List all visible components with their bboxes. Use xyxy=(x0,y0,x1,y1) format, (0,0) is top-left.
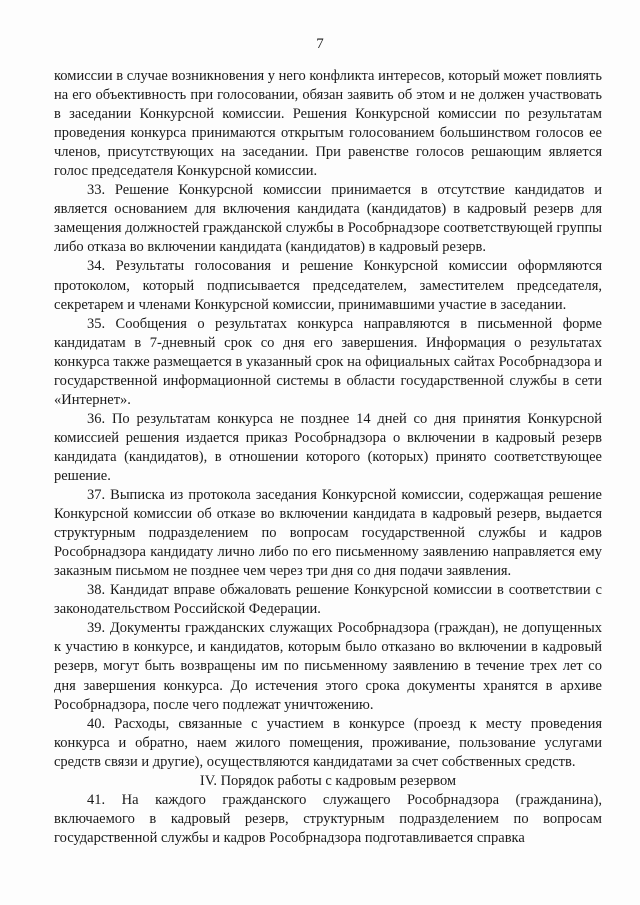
paragraph-40: 40. Расходы, связанные с участием в конкурсе (проезд к месту проведения конкурса и обратно, наем жилого помещения, проживание, пользование услугами средств связи и другие), осуществляются кандидатами за счет собственных средств. xyxy=(54,715,602,770)
paragraph-34: 34. Результаты голосования и решение Конкурсной комиссии оформляются протоколом, который подписывается председателем, заместителем председателя, секретарем и членами Конкурсной комиссии, принимавшими участие в заседании. xyxy=(54,258,602,313)
paragraph-37: 37. Выписка из протокола заседания Конкурсной комиссии, содержащая решение Конкурсной комиссии об отказе во включении кандидата в кадровый резерв, выдается структурным подразделением по вопросам государственной службы и кадров Рособрнадзора кандидату лично либо по его письменному заявлению направляется ему заказным письмом не позднее чем через три дня со дня подачи заявления. xyxy=(54,487,602,580)
paragraph-35: 35. Сообщения о результатах конкурса направляются в письменной форме кандидатам в 7-дневный срок со дня его завершения. Информация о результатах конкурса также размещается в указанный срок на официальных сайтах Рособрнадзора и государственной информационной системы в области государственной службы в сети «Интернет». xyxy=(54,315,602,408)
paragraph-38: 38. Кандидат вправе обжаловать решение Конкурсной комиссии в соответствии с законодательством Российской Федерации. xyxy=(54,582,602,618)
section-heading: IV. Порядок работы с кадровым резервом xyxy=(199,772,457,789)
paragraph-33: 33. Решение Конкурсной комиссии принимается в отсутствие кандидатов и является основанием для включения кандидата (кандидатов) в кадровый резерв для замещения должностей гражданской службы в Рособрнадзоре соответствующей группы либо отказа во включении кандидата (кандидатов) в кадровый резерв. xyxy=(54,182,602,256)
paragraph-36: 36. По результатам конкурса не позднее 14 дней со дня принятия Конкурсной комиссией решения издается приказ Рособрнадзора о включении в кадровый резерв кандидата (кандидатов), в отношении которого (которых) принято соответствующее решение. xyxy=(54,410,602,484)
page-number: 7 xyxy=(316,36,324,52)
paragraph-continuation: комиссии в случае возникновения у него конфликта интересов, который может повлиять на его объективность при голосовании, обязан заявить об этом и не должен участвовать в заседании Конкурсной комиссии. Решения Конкурсной комиссии по результатам проведения конкурса принимаются открытым голосованием большинством голосов ее членов, присутствующих на заседании. При равенстве голосов решающим является голос председателя Конкурсной комиссии. xyxy=(54,68,602,180)
paragraph-41: 41. На каждого гражданского служащего Рособрнадзора (гражданина), включаемого в кадровый резерв, структурным подразделением по вопросам государственной службы и кадров Рособрнадзора подготавливается справка xyxy=(54,791,602,846)
paragraph-39: 39. Документы гражданских служащих Рособрнадзора (граждан), не допущенных к участию в конкурсе, и кандидатов, которым было отказано во включении в кадровый резерв, могут быть возвращены им по письменному заявлению в течение трех лет со дня завершения конкурса. До истечения этого срока документы хранятся в архиве Рособрнадзора, после чего подлежат уничтожению. xyxy=(54,620,602,713)
document-body xyxy=(54,67,602,848)
